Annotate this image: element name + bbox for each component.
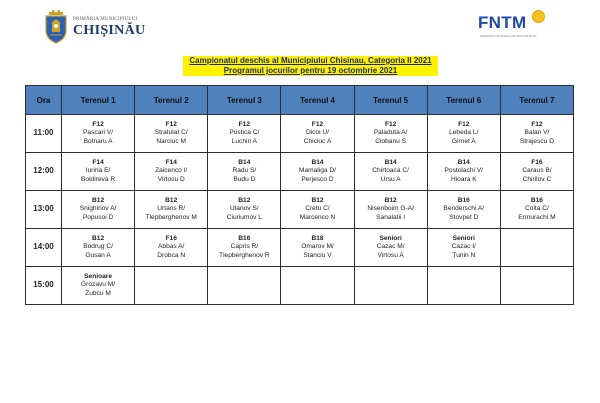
match-cell <box>281 115 354 153</box>
player-one: Capris R/ <box>230 243 259 251</box>
column-header-time: Ora <box>26 86 62 115</box>
player-one: Bodrug C/ <box>83 243 113 251</box>
player-two: Ciobanu S <box>375 137 407 145</box>
player-one: Balan V/ <box>524 129 550 137</box>
table-row <box>26 191 574 229</box>
table-header-row <box>26 86 574 115</box>
player-one: Nisenboim G-A/ <box>367 205 414 213</box>
match-category: B14 <box>311 158 324 166</box>
player-one: Zaicenco I/ <box>155 167 188 175</box>
match-category: B12 <box>311 196 324 204</box>
match-cell <box>208 267 281 305</box>
player-one: Mamaliga D/ <box>298 167 336 175</box>
match-category: F12 <box>531 120 543 128</box>
match-category: F12 <box>165 120 177 128</box>
match-category: B12 <box>92 234 105 242</box>
column-header-court: Terenul 4 <box>281 86 354 115</box>
player-two: Virtosu A <box>377 251 404 259</box>
match-category: F12 <box>384 120 397 128</box>
match-cell <box>62 229 135 267</box>
match-category: F14 <box>165 158 177 166</box>
player-two: Drobca N <box>157 251 186 259</box>
match-cell <box>500 229 573 267</box>
match-cell <box>427 115 500 153</box>
player-two: Gusan A <box>85 251 111 259</box>
column-header-court: Terenul 7 <box>500 86 573 115</box>
player-two: Sanalatii I <box>376 213 406 221</box>
player-two: Girnet A <box>451 137 476 145</box>
match-cell <box>354 115 427 153</box>
player-one: Postolachi V/ <box>444 167 484 175</box>
player-one: Snighiriov A/ <box>79 205 117 213</box>
match-category: F12 <box>458 120 470 128</box>
player-one: Lebeda L/ <box>449 129 479 137</box>
column-header-court: Terenul 2 <box>135 86 208 115</box>
match-cell <box>281 267 354 305</box>
player-two: Virtosu D <box>157 175 185 183</box>
match-cell <box>427 267 500 305</box>
match-category: F16 <box>531 158 543 166</box>
chisinau-coat-of-arms-icon <box>44 10 68 44</box>
player-one: Postica C/ <box>229 129 260 137</box>
match-category: F16 <box>165 234 177 242</box>
match-cell <box>281 153 354 191</box>
player-two: Botnaru A <box>83 137 113 145</box>
championship-title: Campionatul deschis al Municipiului Chisinau, Categoria II 2021 <box>189 56 432 65</box>
player-two: Hioara K <box>450 175 477 183</box>
player-two: Chiciuc A <box>303 137 332 145</box>
time-cell: 13:00 <box>26 191 62 229</box>
player-two: Perjesco D <box>301 175 334 183</box>
match-category: F12 <box>92 120 104 128</box>
player-two: Zubcu M <box>85 289 111 297</box>
match-category: F12 <box>311 120 324 128</box>
time-cell: 15:00 <box>26 267 62 305</box>
column-header-court: Terenul 3 <box>208 86 281 115</box>
player-one: Omarov M/ <box>301 243 334 251</box>
match-category: B16 <box>530 196 543 204</box>
match-category: B14 <box>457 158 470 166</box>
player-one: Colta C/ <box>525 205 549 213</box>
match-category: Seniori <box>379 234 402 242</box>
player-one: Pascari V/ <box>83 129 114 137</box>
table-row <box>26 229 574 267</box>
match-category: Seniori <box>452 234 475 242</box>
match-cell <box>135 153 208 191</box>
player-one: Dicoi U/ <box>305 129 330 137</box>
player-one: Iurina E/ <box>85 167 111 175</box>
match-category: B12 <box>92 196 105 204</box>
player-two: Boldireva R <box>81 175 116 183</box>
column-header-court: Terenul 6 <box>427 86 500 115</box>
time-cell: 11:00 <box>26 115 62 153</box>
player-one: Benderschi A/ <box>443 205 485 213</box>
match-category: B12 <box>384 196 397 204</box>
table-row <box>26 267 574 305</box>
player-two: Tlepberghenov R <box>219 251 270 259</box>
match-category: B14 <box>384 158 397 166</box>
match-cell <box>500 267 573 305</box>
match-cell <box>135 115 208 153</box>
player-two: Tlepberghenov M <box>145 213 197 221</box>
fntm-logo-text: FNTM <box>478 13 527 32</box>
chisinau-city-logo <box>44 8 145 46</box>
player-two: Strajescu D <box>519 137 554 145</box>
match-cell <box>427 153 500 191</box>
match-cell <box>135 191 208 229</box>
match-cell <box>135 229 208 267</box>
match-cell <box>427 229 500 267</box>
table-row <box>26 115 574 153</box>
match-cell <box>62 267 135 305</box>
player-two: Țunin N <box>452 251 476 259</box>
match-cell <box>62 153 135 191</box>
time-cell: 12:00 <box>26 153 62 191</box>
city-name: CHIȘINĂU <box>73 22 146 38</box>
player-one: Grozavu M/ <box>81 281 116 289</box>
player-one: Paladuta A/ <box>373 129 408 137</box>
player-two: Ermurachi M <box>518 213 556 221</box>
player-two: Stanciu V <box>303 251 332 259</box>
match-category: Senioare <box>84 272 112 280</box>
fntm-logo <box>478 6 548 46</box>
match-category: F14 <box>92 158 104 166</box>
time-cell: 14:00 <box>26 229 62 267</box>
player-one: Cretu C/ <box>305 205 330 213</box>
ping-pong-ball-icon <box>532 10 545 23</box>
player-one: Caraus B/ <box>522 167 552 175</box>
column-header-court: Terenul 5 <box>354 86 427 115</box>
player-two: Narciuc M <box>156 137 187 145</box>
player-one: Cazac I/ <box>451 243 476 251</box>
match-cell <box>500 153 573 191</box>
player-one: Chirtoaca C/ <box>372 167 409 175</box>
player-one: Urtans R/ <box>157 205 186 213</box>
match-cell <box>354 229 427 267</box>
player-two: Chirilov C <box>522 175 552 183</box>
match-cell <box>135 267 208 305</box>
match-category: B16 <box>238 234 251 242</box>
match-cell <box>62 115 135 153</box>
schedule-subtitle: Programul jocurilor pentru 19 octombrie 2021 <box>223 66 398 75</box>
match-cell <box>208 115 281 153</box>
match-cell <box>208 191 281 229</box>
player-two: Stovpet D <box>449 213 479 221</box>
table-row <box>26 153 574 191</box>
match-category: B12 <box>165 196 178 204</box>
match-category: B18 <box>311 234 324 242</box>
player-two: Budu D <box>233 175 256 183</box>
player-one: Cazac M/ <box>376 243 405 251</box>
city-hall-label: PRIMĂRIA MUNICIPIULUI <box>73 16 138 22</box>
match-category: B12 <box>238 196 251 204</box>
player-one: Radu S/ <box>232 167 257 175</box>
schedule-table <box>25 85 574 305</box>
match-cell <box>62 191 135 229</box>
match-category: F12 <box>238 120 251 128</box>
player-two: Marcenco N <box>299 213 336 221</box>
match-cell <box>281 191 354 229</box>
match-cell <box>208 229 281 267</box>
match-cell <box>354 267 427 305</box>
match-cell <box>500 115 573 153</box>
player-one: Abbas A/ <box>158 243 185 251</box>
player-one: Ulanov S/ <box>230 205 259 213</box>
schedule-title <box>183 56 438 76</box>
player-two: Luchin A <box>231 137 257 145</box>
match-cell <box>500 191 573 229</box>
match-category: B16 <box>457 196 470 204</box>
player-two: Ursu A <box>380 175 401 183</box>
player-one: Stratulat C/ <box>154 129 188 137</box>
column-header-court: Terenul 1 <box>62 86 135 115</box>
match-cell <box>354 191 427 229</box>
match-cell <box>354 153 427 191</box>
match-cell <box>281 229 354 267</box>
player-two: Popusoi D <box>82 213 114 221</box>
match-cell <box>208 153 281 191</box>
player-two: Ciuriumov L <box>226 213 262 221</box>
match-category: B14 <box>238 158 251 166</box>
match-cell <box>427 191 500 229</box>
fntm-logo-subtext: FEDERAȚIA NAȚIONALĂ DE TENIS DE MASĂ <box>480 35 537 38</box>
